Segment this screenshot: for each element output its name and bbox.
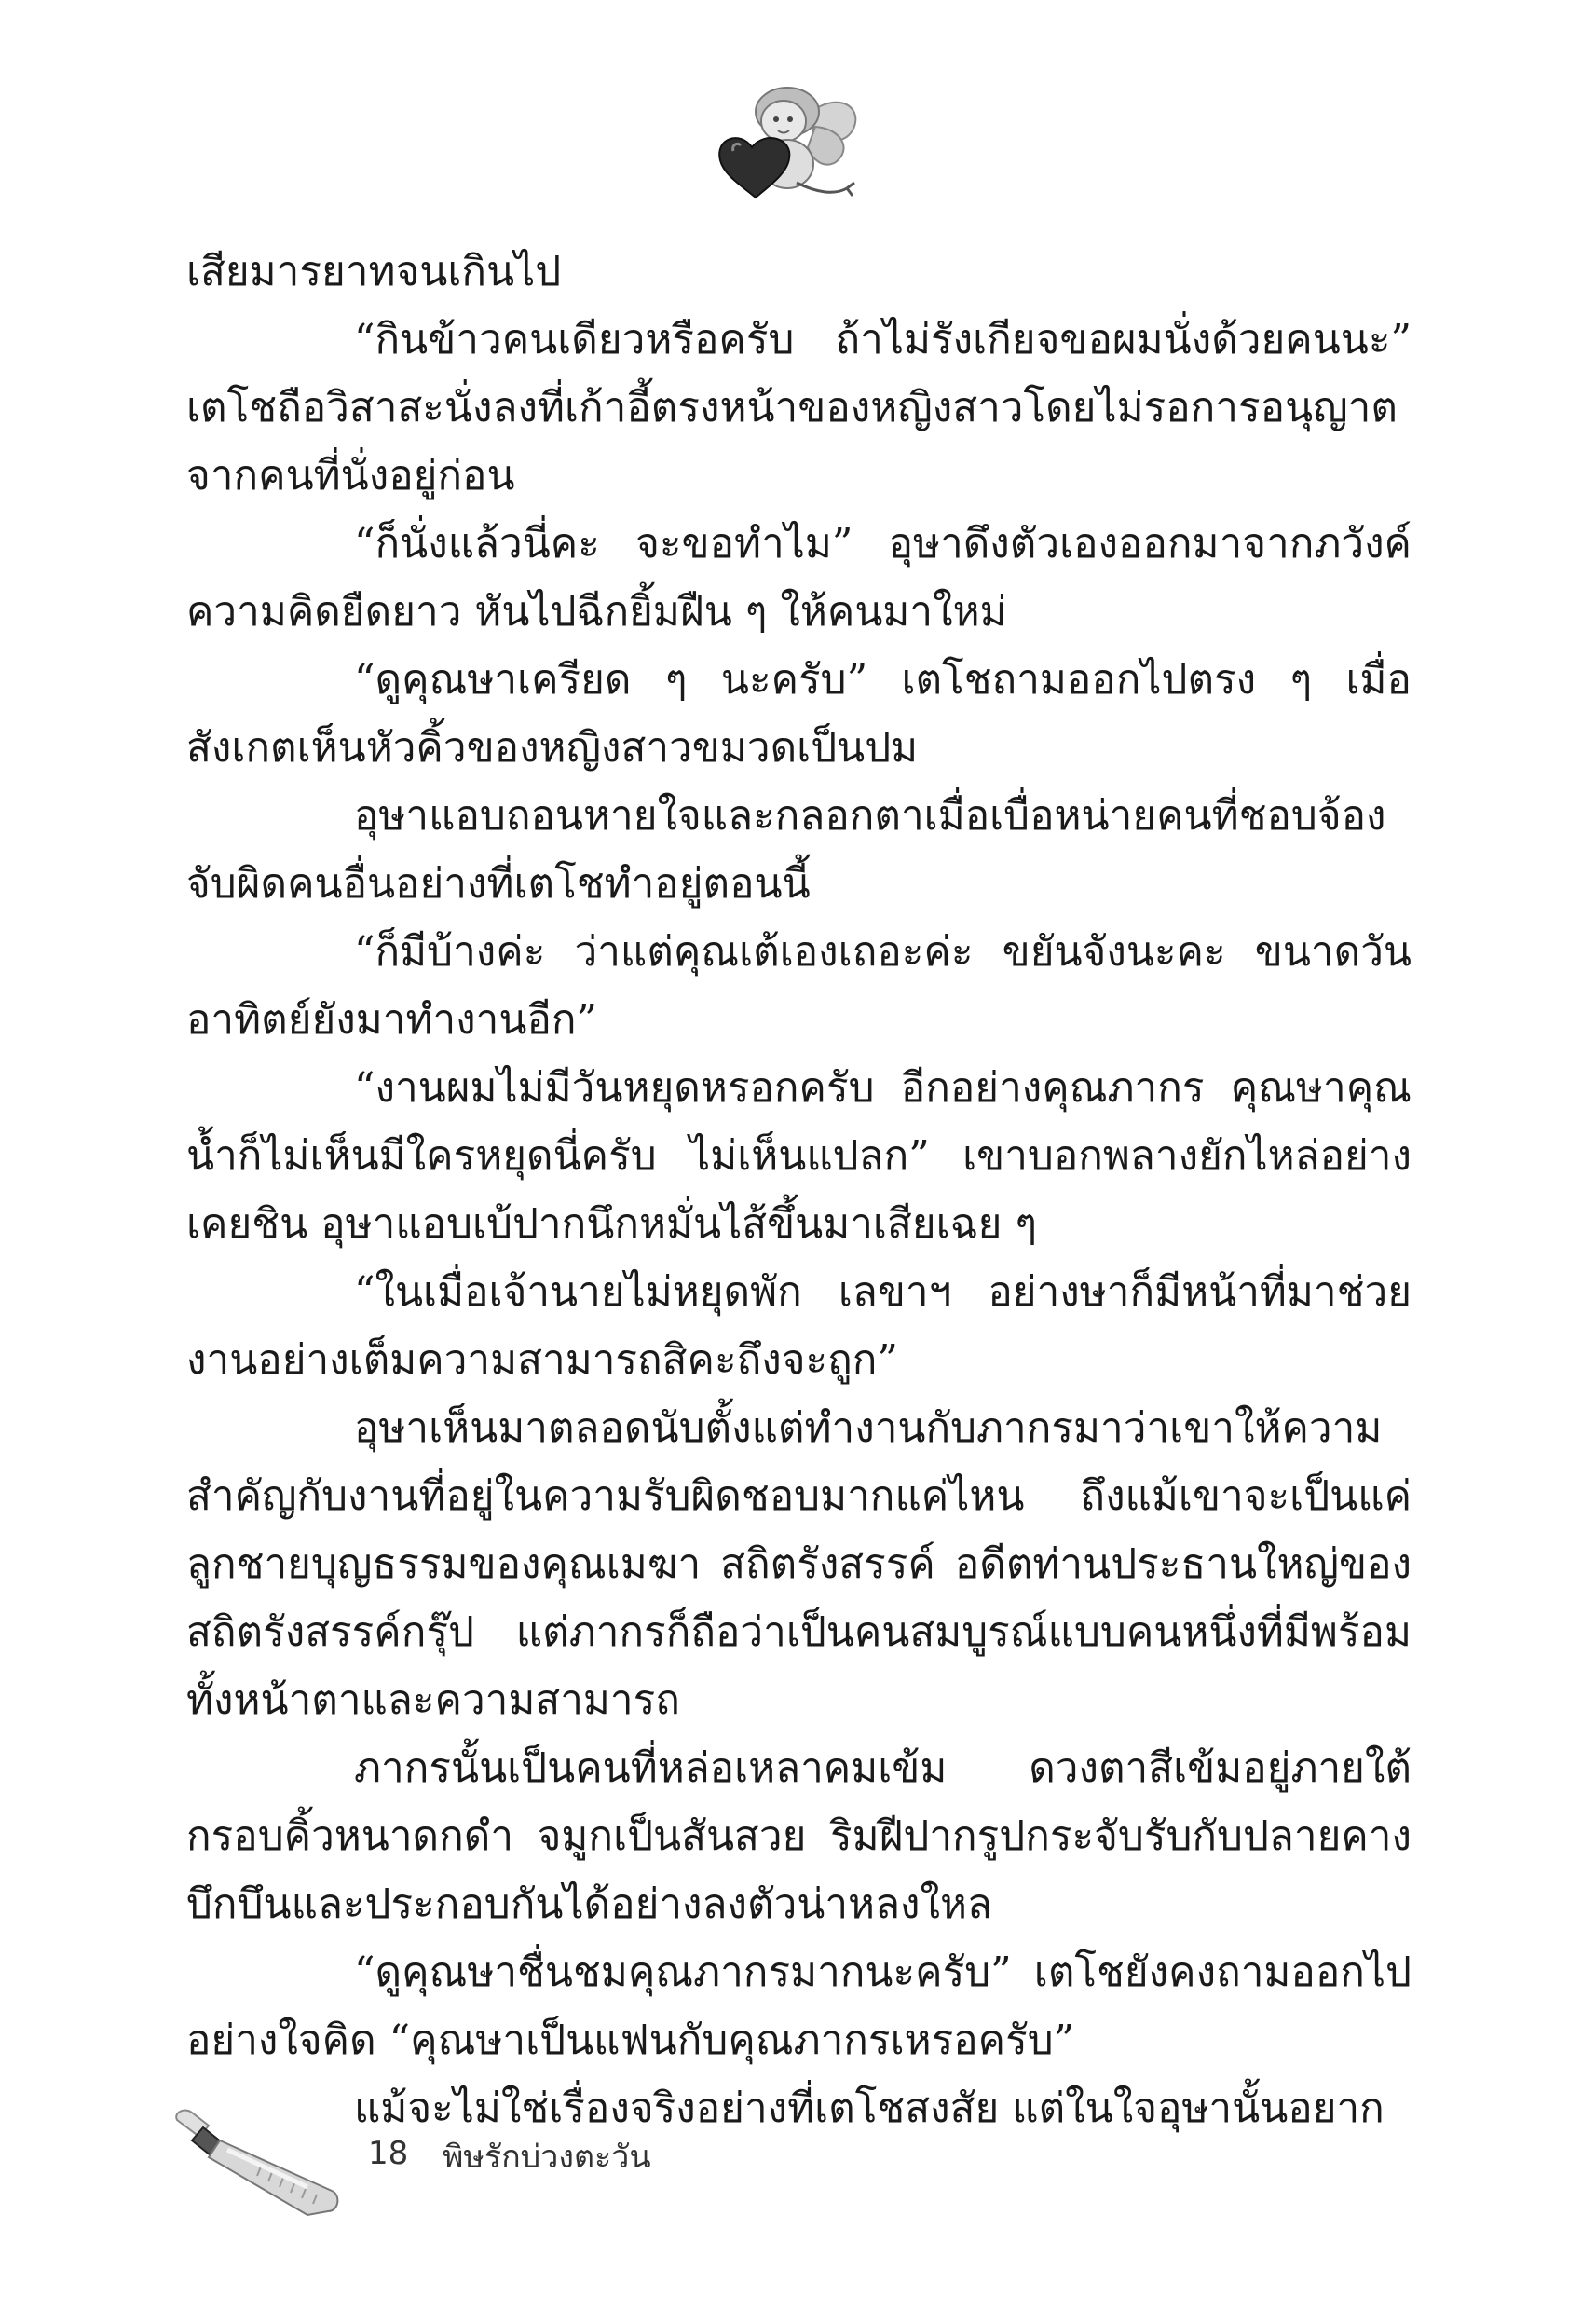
paragraph: แม้จะไม่ใช่เรื่องจริงอย่างที่เตโชสงสัย แต่ในใจอุษานั้นอยาก — [354, 2085, 1385, 2132]
paragraph: อุษาแอบถอนหายใจและกลอกตาเมื่อเบื่อหน่ายคนที่ชอบจ้องจับผิดคนอื่นอย่างที่เตโชทำอยู่ตอนนี้ — [186, 792, 1386, 908]
cupid-with-heart-icon — [694, 73, 871, 212]
paragraph: อุษาเห็นมาตลอดนับตั้งแต่ทำงานกับภากรมาว่าเขาให้ความสำคัญกับงานที่อยู่ในความรับผิดชอบมากแค่ไหน ถึงแม้เขาจะเป็นแค่ลูกชายบุญธรรมของคุณเมฆา สถิตรังสรรค์ อดีตท่านประธานใหญ่ของสถิตรังสรรค์กรุ๊ป แต่ภากรก็ถือว่าเป็นคนสมบูรณ์แบบคนหนึ่งที่มีพร้อมทั้งหน้าตาและความสามารถ — [186, 1404, 1412, 1724]
paragraph: เสียมารยาทจนเกินไป — [186, 248, 562, 295]
paragraph: “ในเมื่อเจ้านายไม่หยุดพัก เลขาฯ อย่างษาก็มีหน้าที่มาช่วยงานอย่างเต็มความสามารถสิคะถึงจะถูก” — [186, 1268, 1412, 1384]
paragraph: “ดูคุณษาชื่นชมคุณภากรมากนะครับ” เตโชยังคงถามออกไปอย่างใจคิด “คุณษาเป็นแฟนกับคุณภากรเหรอครับ” — [186, 1949, 1412, 2064]
book-title: พิษรักบ่วงตะวัน — [443, 2139, 651, 2176]
page-body — [186, 238, 1412, 2142]
paragraph: “ดูคุณษาเครียด ๆ นะครับ” เตโชถามออกไปตรง ๆ เมื่อสังเกตเห็นหัวคิ้วของหญิงสาวขมวดเป็นปม — [186, 656, 1412, 772]
page-number: 18 — [368, 2135, 409, 2172]
paragraph: “ก็มีบ้างค่ะ ว่าแต่คุณเต้เองเถอะค่ะ ขยันจังนะคะ ขนาดวันอาทิตย์ยังมาทำงานอีก” — [186, 928, 1412, 1044]
paragraph: “ก็นั่งแล้วนี่คะ จะขอทำไม” อุษาดึงตัวเองออกมาจากภวังค์ความคิดยืดยาว หันไปฉีกยิ้มฝืน ๆ ให้คนมาใหม่ — [186, 520, 1412, 636]
paragraph: “งานผมไม่มีวันหยุดหรอกครับ อีกอย่างคุณภากร คุณษาคุณน้ำก็ไม่เห็นมีใครหยุดนี่ครับ ไม่เห็นแปลก” เขาบอกพลางยักไหล่อย่างเคยชิน อุษาแอบเบ้ปากนึกหมั่นไส้ขึ้นมาเสียเฉย ๆ — [186, 1064, 1412, 1248]
paragraph: “กินข้าวคนเดียวหรือครับ ถ้าไม่รังเกียจขอผมนั่งด้วยคนนะ” เตโชถือวิสาสะนั่งลงที่เก้าอี้ตรงหน้าของหญิงสาวโดยไม่รอการอนุญาตจากคนที่นั่งอยู่ก่อน — [186, 316, 1412, 499]
page-footer — [168, 2101, 1006, 2222]
baby-bottle-icon — [168, 2101, 354, 2222]
paragraph: ภากรนั้นเป็นคนที่หล่อเหลาคมเข้ม ดวงตาสีเข้มอยู่ภายใต้กรอบคิ้วหนาดกดำ จมูกเป็นสันสวย ริมฝีปากรูปกระจับรับกับปลายคางบึกบึนและประกอบกันได้อย่างลงตัวน่าหลงใหล — [186, 1744, 1412, 1928]
